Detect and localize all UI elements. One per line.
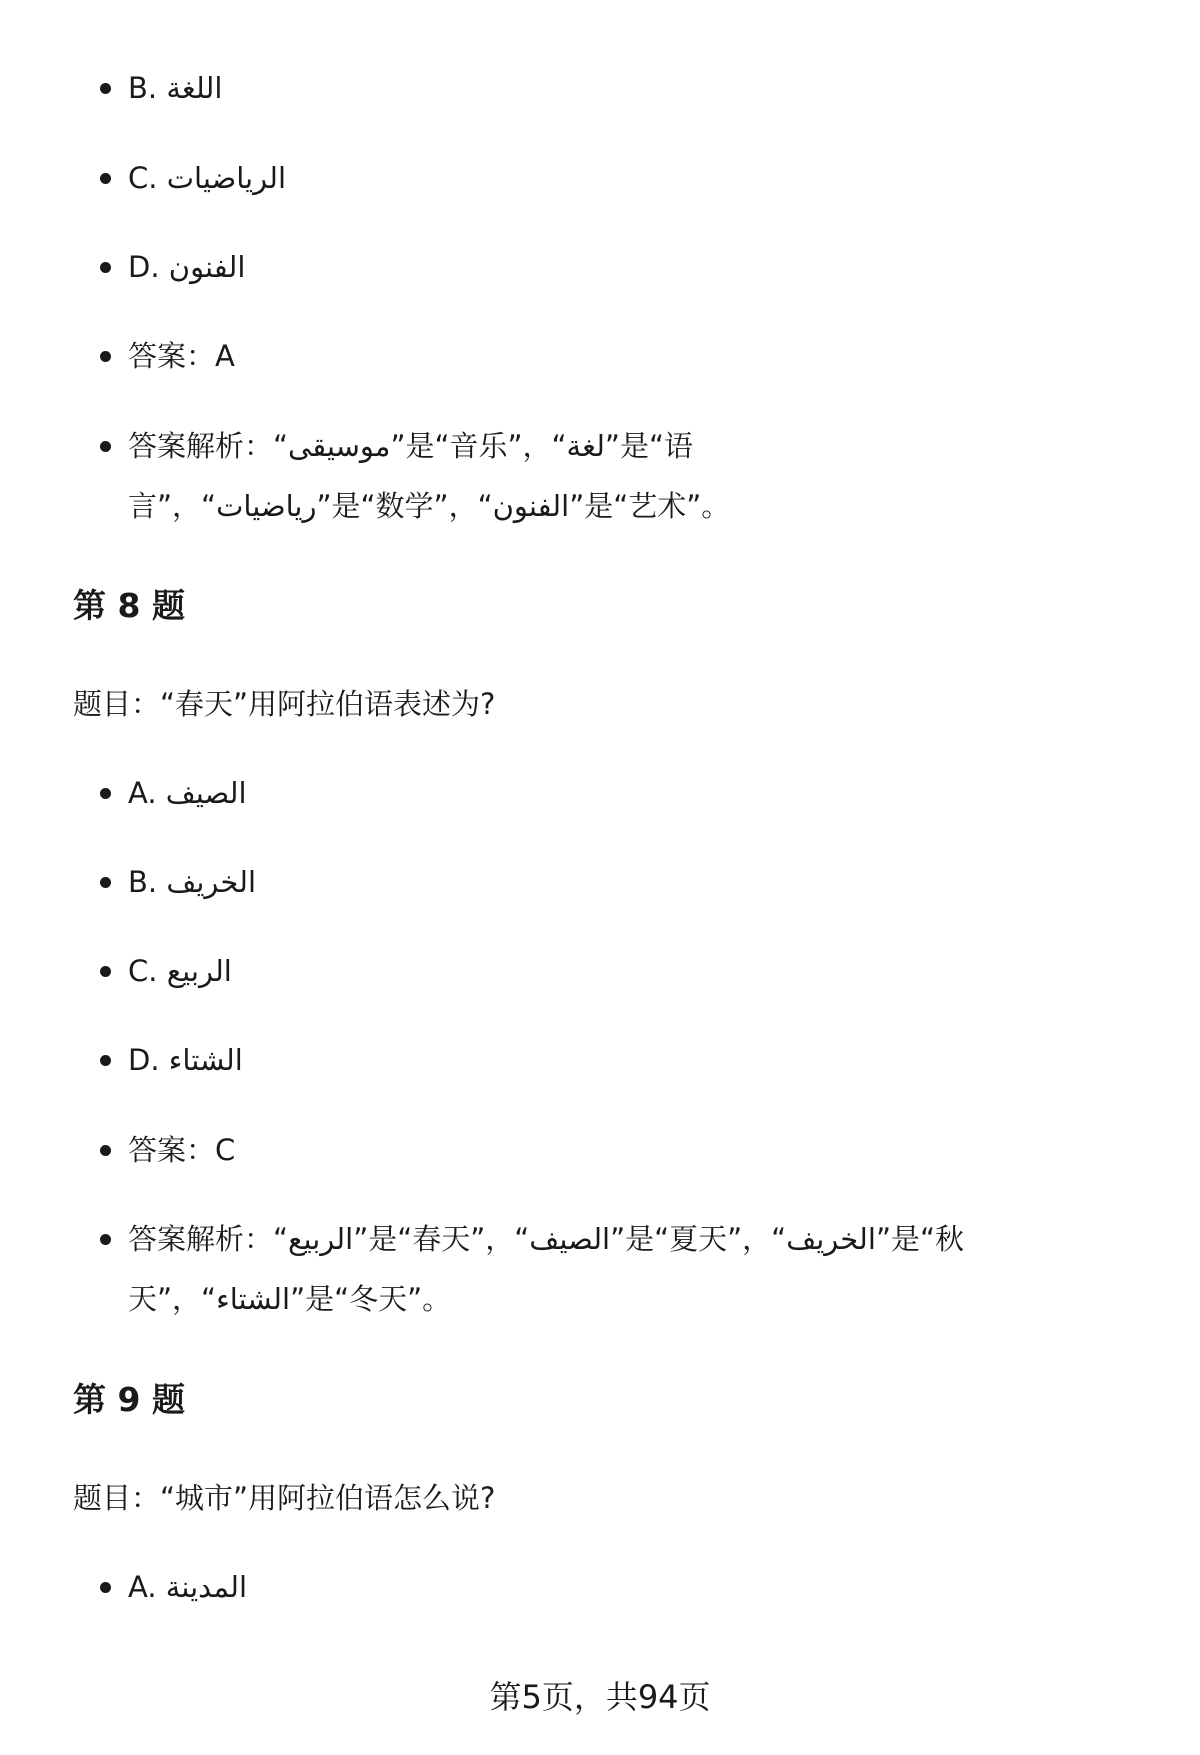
- option-b: B. الخريف: [128, 852, 1128, 912]
- answer-explanation: 答案解析：“الربيع”是“春天”，“الصيف”是“夏天”，“الخريف”是“秋天”，“الشتاء”是“冬天”。: [128, 1209, 1138, 1329]
- option-d: D. الفنون: [128, 237, 1128, 297]
- option-c: C. الربيع: [128, 941, 1128, 1001]
- answer-explanation: 答案解析：“موسيقى”是“音乐”，“لغة”是“语言”，“رياضيات”是“数学”，“الفنون”是“艺术”。: [128, 416, 848, 536]
- question-heading: 第 9 题: [73, 1380, 185, 1419]
- option-a: A. الصيف: [128, 763, 1128, 823]
- question-heading: 第 8 题: [73, 586, 185, 625]
- option-c: C. الرياضيات: [128, 148, 1128, 208]
- option-a: A. المدينة: [128, 1557, 1128, 1617]
- option-b: B. اللغة: [128, 58, 1128, 118]
- option-d: D. الشتاء: [128, 1030, 1128, 1090]
- answer: 答案：A: [128, 326, 1128, 386]
- answer: 答案：C: [128, 1120, 1128, 1180]
- question-stem: 题目：“城市”用阿拉伯语怎么说?: [73, 1481, 496, 1515]
- question-stem: 题目：“春天”用阿拉伯语表述为?: [73, 687, 496, 721]
- page-number-footer: 第5页，共94页: [489, 1678, 711, 1716]
